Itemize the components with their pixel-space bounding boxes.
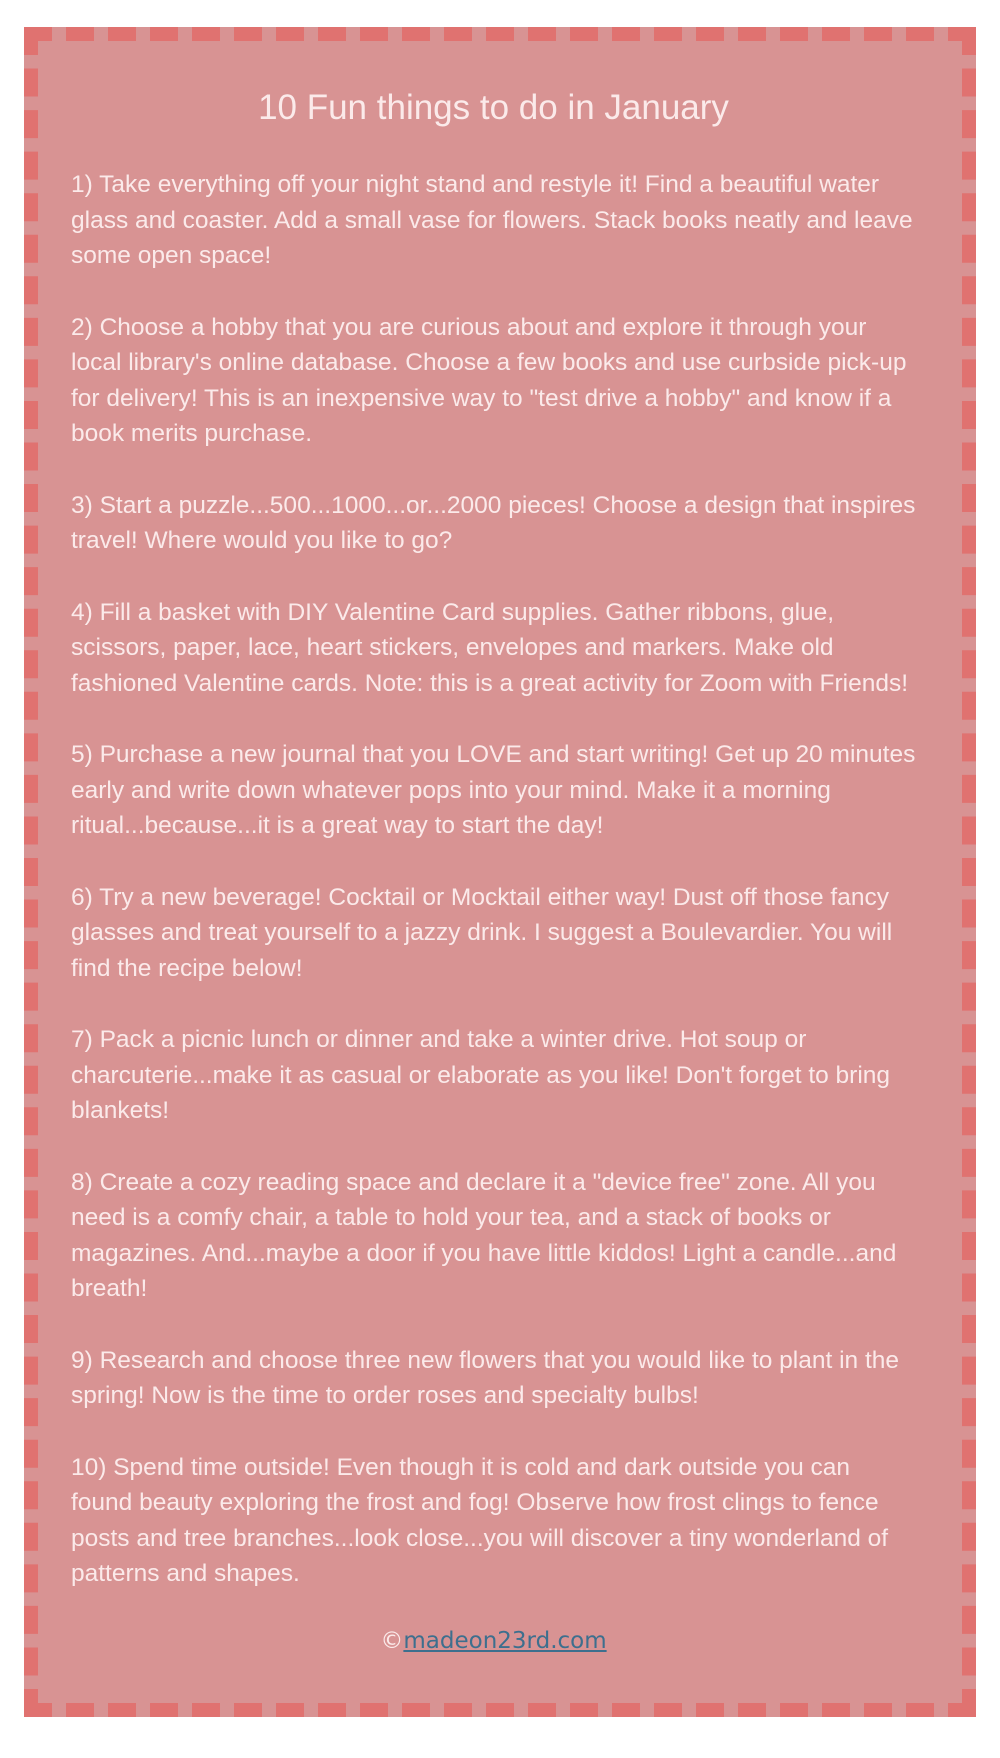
list-item: 5) Purchase a new journal that you LOVE and start writing! Get up 20 minutes early and write down whatever pops into your mind. Make it a morning ritual...because...it is a great way to start the day! [71, 741, 916, 839]
list-item: 6) Try a new beverage! Cocktail or Mocktail either way! Dust off those fancy glasses and treat yourself to a jazzy drink. I suggest a Boulevardier. You will find the recipe below! [71, 883, 893, 982]
list-item: 2) Choose a hobby that you are curious about and explore it through your local library's online database. Choose a few books and use curbside pick-up for delivery! This is an inexpensive way to "test drive a hobby" and know if a book merits purchase. [71, 313, 907, 447]
copyright-symbol: © [380, 1627, 404, 1654]
list-item: 3) Start a puzzle...500...1000...or...2000 pieces! Choose a design that inspires travel! Where would you like to go? [71, 491, 916, 554]
list-item: 1) Take everything off your night stand and restyle it! Find a beautiful water glass and coaster. Add a small vase for flowers. Stack books neatly and leave some open space! [71, 171, 913, 269]
list-item: 7) Pack a picnic lunch or dinner and take a winter drive. Hot soup or charcuterie...make it as casual or elaborate as you like! Don't forget to bring blankets! [71, 1026, 891, 1124]
list-card [24, 27, 976, 1717]
list-item: 4) Fill a basket with DIY Valentine Card supplies. Gather ribbons, glue, scissors, paper, lace, heart stickers, envelopes and markers. Make old fashioned Valentine cards. Note: this is a great activity for Zoom with Friends! [71, 598, 909, 697]
list-item: 10) Spend time outside! Even though it is cold and dark outside you can found beauty exploring the frost and fog! Observe how frost clings to fence posts and tree branches...look close...you will discover a tiny wonderland of patterns and shapes. [71, 1453, 889, 1587]
page-title: 10 Fun things to do in January [258, 88, 729, 127]
list-item: 9) Research and choose three new flowers that you would like to plant in the spring! Now is the time to order roses and specialty bulbs! [71, 1346, 900, 1409]
list-item: 8) Create a cozy reading space and declare it a "device free" zone. All you need is a comfy chair, a table to hold your tea, and a stack of books or magazines. And...maybe a door if you have little kiddos! Light a candle...and breath! [71, 1168, 897, 1302]
website-link[interactable]: madeon23rd.com [403, 1627, 607, 1654]
footer [71, 1628, 916, 1654]
activity-list [71, 167, 916, 1592]
